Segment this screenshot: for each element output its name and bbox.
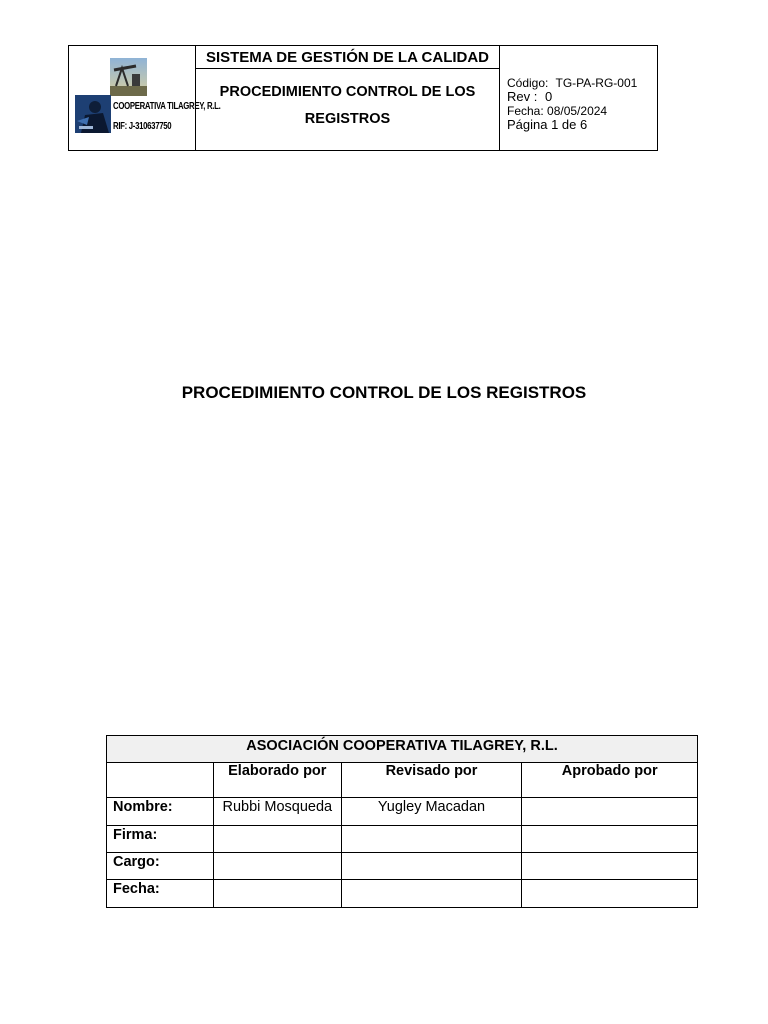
- logo-company-name: COOPERATIVA TILAGREY, R.L.: [113, 101, 221, 112]
- corner-cell: [107, 763, 214, 798]
- row-label-cargo: Cargo:: [107, 853, 214, 880]
- document-header: [68, 45, 658, 151]
- row-label-firma: Firma:: [107, 826, 214, 853]
- column-elaborado: Elaborado por: [213, 763, 341, 798]
- date-line: [507, 104, 657, 118]
- revision-value: 0: [544, 89, 553, 104]
- row-label-nombre: Nombre:: [107, 798, 214, 826]
- column-revisado: Revisado por: [341, 763, 522, 798]
- cell-firma-aprobado: [522, 826, 698, 853]
- cell-nombre-revisado: Yugley Macadan: [341, 798, 522, 826]
- header-title-block: [196, 46, 500, 150]
- cell-cargo-revisado: [341, 853, 522, 880]
- table-row: [107, 880, 698, 908]
- cell-firma-elaborado: [213, 826, 341, 853]
- document-title: PROCEDIMIENTO CONTROL DE LOS REGISTROS: [181, 383, 587, 402]
- cell-fecha-elaborado: [213, 880, 341, 908]
- code-line: [507, 76, 657, 90]
- procedure-title: [196, 69, 499, 133]
- cell-cargo-aprobado: [522, 853, 698, 880]
- cell-fecha-revisado: [341, 880, 522, 908]
- worker-photo-icon: [75, 95, 111, 133]
- procedure-title-line2: REGISTROS: [304, 111, 391, 127]
- document-metadata: [507, 76, 657, 132]
- cell-nombre-aprobado: [522, 798, 698, 826]
- company-logo: [69, 46, 221, 150]
- oil-pump-photo-icon: [110, 58, 147, 96]
- logo-rif: RIF: J-310637750: [113, 121, 172, 132]
- revision-line: [507, 90, 657, 104]
- cell-cargo-elaborado: [213, 853, 341, 880]
- cell-nombre-elaborado: Rubbi Mosqueda: [213, 798, 341, 826]
- table-row: [107, 826, 698, 853]
- system-title: SISTEMA DE GESTIÓN DE LA CALIDAD: [196, 46, 499, 69]
- cell-fecha-aprobado: [522, 880, 698, 908]
- column-aprobado: Aprobado por: [522, 763, 698, 798]
- row-label-fecha: Fecha:: [107, 880, 214, 908]
- date-label: Fecha:: [507, 104, 544, 118]
- code-label: Código:: [507, 76, 549, 90]
- cell-firma-revisado: [341, 826, 522, 853]
- code-value: TG-PA-RG-001: [555, 76, 638, 90]
- approval-table: [106, 735, 698, 908]
- page-number: Página 1 de 6: [507, 117, 588, 132]
- date-value: 08/05/2024: [547, 104, 608, 118]
- procedure-title-line1: PROCEDIMIENTO CONTROL DE LOS: [219, 84, 476, 100]
- table-row: [107, 853, 698, 880]
- revision-label: Rev :: [507, 89, 538, 104]
- table-row: [107, 798, 698, 826]
- organization-title: ASOCIACIÓN COOPERATIVA TILAGREY, R.L.: [107, 736, 698, 763]
